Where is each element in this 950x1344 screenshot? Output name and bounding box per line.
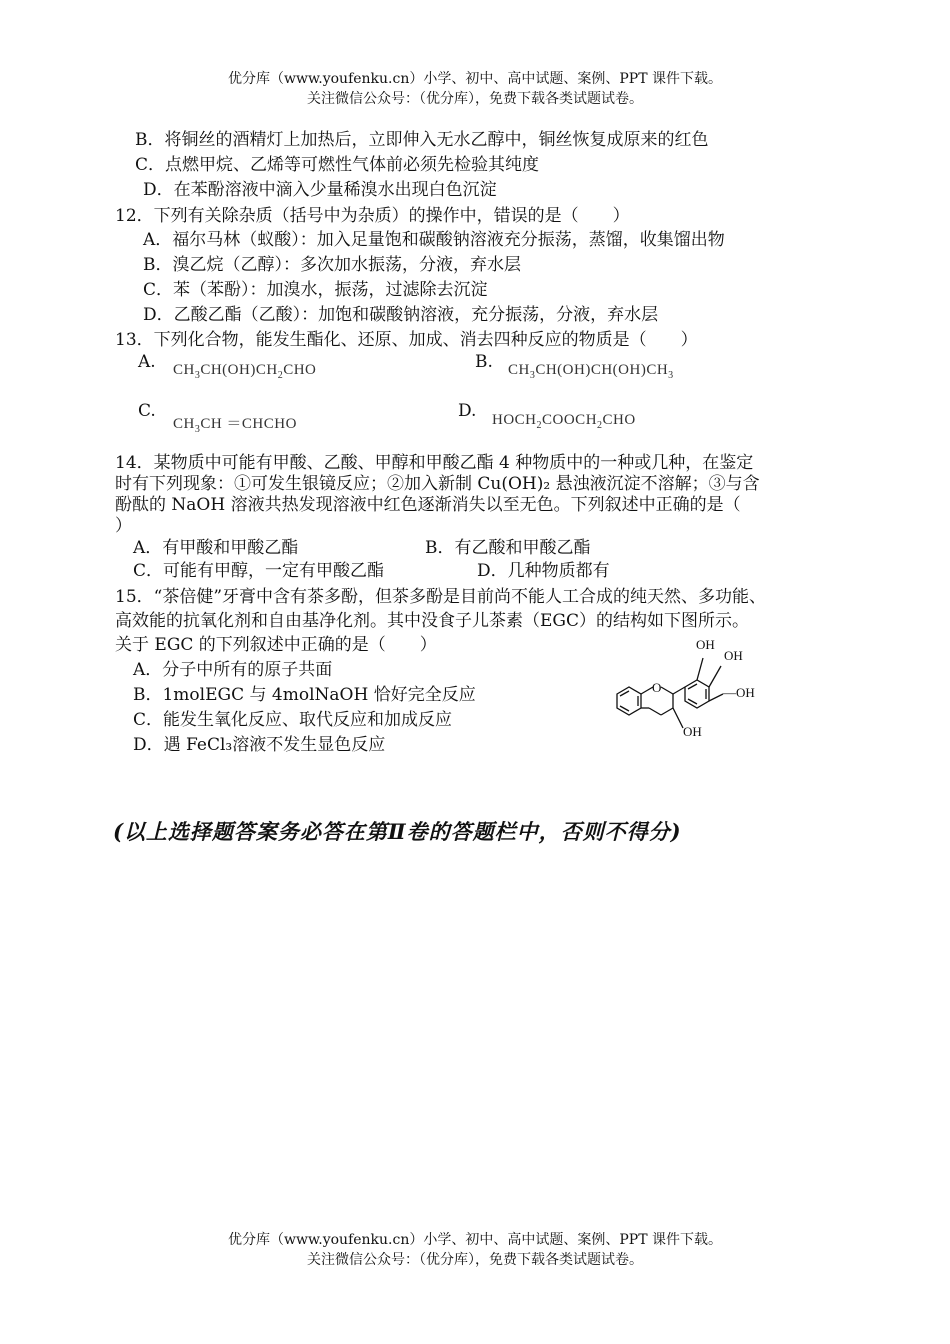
q14-line-1: 14．某物质中可能有甲酸、乙酸、甲醇和甲酸乙酯 4 种物质中的一种或几种，在鉴定	[115, 453, 754, 473]
oh-label-bottom: OH	[683, 724, 702, 739]
q13-stem: 13．下列化合物，能发生酯化、还原、加成、消去四种反应的物质是（ ）	[115, 330, 698, 350]
ring-oxygen-label: O	[652, 680, 662, 695]
q13-formula-a: $CH_3CH(OH)CH_2CHO$	[173, 362, 317, 381]
q15-line-2: 高效能的抗氧化剂和自由基净化剂。其中没食子儿茶素（EGC）的结构如下图所示。	[115, 611, 749, 631]
q11-option-d: D．在苯酚溶液中滴入少量稀溴水出现白色沉淀	[143, 180, 497, 200]
q12-option-b: B．溴乙烷（乙醇）：多次加水振荡，分液，弃水层	[143, 255, 521, 275]
footer-line-1: 优分库（www.youfenku.cn）小学、初中、高中试题、案例、PPT 课件下载。	[227, 1232, 722, 1248]
q12-option-d: D．乙酸乙酯（乙酸）：加饱和碳酸钠溶液，充分振荡，分液，弃水层	[143, 305, 659, 325]
q14-option-b: B．有乙酸和甲酸乙酯	[425, 538, 591, 558]
egc-structure-diagram	[605, 632, 765, 744]
q11-option-c: C．点燃甲烷、乙烯等可燃性气体前必须先检验其纯度	[135, 155, 540, 175]
q14-option-c: C．可能有甲醇，一定有甲酸乙酯	[133, 561, 385, 581]
q13-label-c: C.	[138, 401, 156, 421]
q11-option-b: B．将铜丝的酒精灯上加热后，立即伸入无水乙醇中，铜丝恢复成原来的红色	[135, 130, 709, 150]
q15-option-b: B．1molEGC 与 4molNaOH 恰好完全反应	[133, 685, 476, 705]
q15-option-a: A．分子中所有的原子共面	[133, 660, 333, 680]
q13-formula-d: $HOCH_2COOCH_2CHO$	[492, 412, 636, 431]
q13-formula-c: $CH_3CH$ ＝CHCHO	[173, 416, 297, 435]
q14-option-d: D．几种物质都有	[477, 561, 610, 581]
oh-label-upper-right: OH	[724, 648, 743, 663]
q12-stem: 12．下列有关除杂质（括号中为杂质）的操作中，错误的是（ ）	[115, 206, 630, 226]
q13-formula-b: $CH_3CH(OH)CH(OH)CH_3$	[508, 362, 674, 381]
answer-note: (以上选择题答案务必答在第Ⅱ卷的答题栏中，否则不得分)	[113, 819, 682, 844]
header-line-1: 优分库（www.youfenku.cn）小学、初中、高中试题、案例、PPT 课件下载。	[227, 71, 722, 87]
q12-option-c: C．苯（苯酚）：加溴水，振荡，过滤除去沉淀	[143, 280, 488, 300]
oh-label-right: —OH	[723, 685, 755, 700]
header-line-2: 关注微信公众号：（优分库），免费下载各类试题试卷。	[307, 91, 643, 107]
oh-label-top: OH	[696, 637, 715, 652]
q13-label-d: D.	[458, 401, 477, 421]
q15-option-d: D．遇 FeCl₃溶液不发生显色反应	[133, 735, 386, 755]
q15-line-1: 15．“茶倍健”牙膏中含有茶多酚，但茶多酚是目前尚不能人工合成的纯天然、多功能、	[115, 587, 767, 607]
q12-option-a: A．福尔马林（蚁酸）：加入足量饱和碳酸钠溶液充分振荡，蒸馏，收集馏出物	[143, 230, 725, 250]
q15-option-c: C．能发生氧化反应、取代反应和加成反应	[133, 710, 453, 730]
footer-line-2: 关注微信公众号：（优分库），免费下载各类试题试卷。	[307, 1252, 643, 1268]
q14-line-4: ）	[115, 516, 132, 536]
q15-line-3: 关于 EGC 的下列叙述中正确的是（ ）	[115, 635, 437, 655]
q13-label-a: A.	[138, 352, 156, 372]
q13-label-b: B.	[475, 352, 493, 372]
q14-option-a: A．有甲酸和甲酸乙酯	[133, 538, 299, 558]
q14-line-2: 时有下列现象：①可发生银镜反应；②加入新制 Cu(OH)₂ 悬浊液沉淀不溶解；③与含	[115, 474, 760, 494]
q14-line-3: 酚酞的 NaOH 溶液共热发现溶液中红色逐渐消失以至无色。下列叙述中正确的是（	[115, 495, 741, 515]
